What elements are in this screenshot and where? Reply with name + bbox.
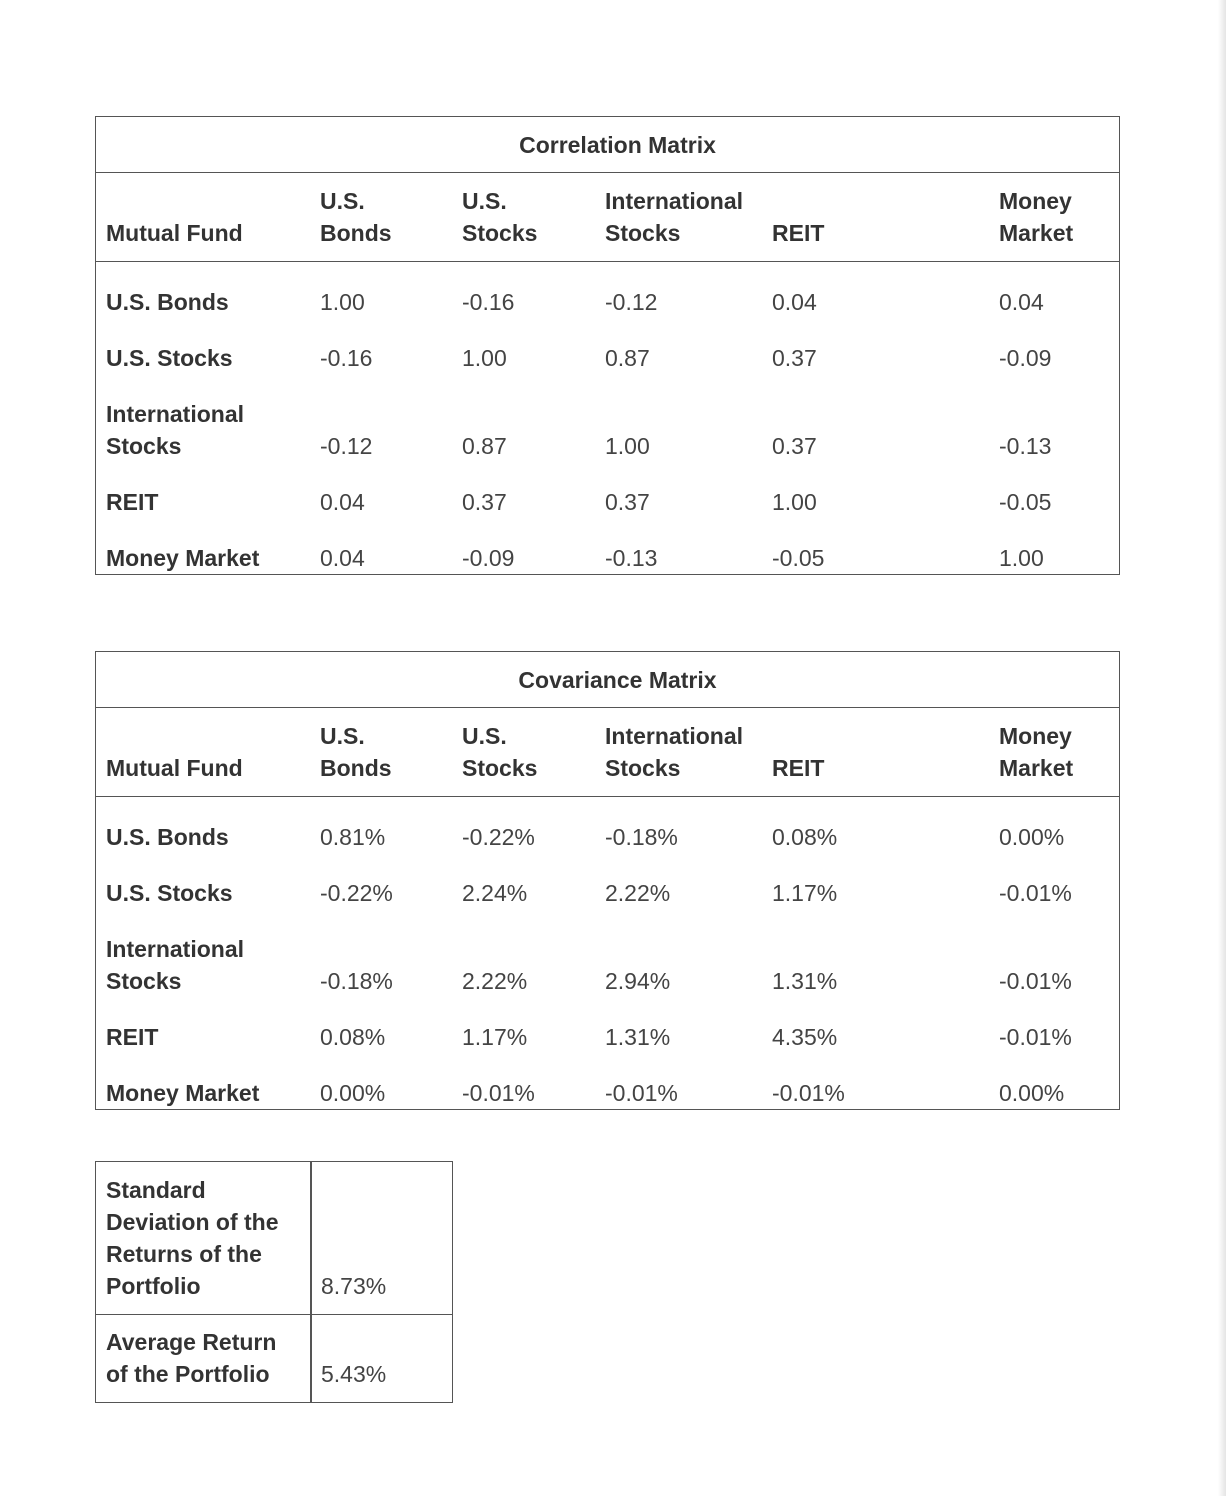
row-label-line: U.S. Bonds — [106, 289, 229, 315]
row-label — [106, 398, 244, 462]
table-cell: 0.00% — [999, 824, 1065, 850]
column-header-line: Mutual Fund — [106, 220, 243, 246]
column-header — [106, 752, 243, 784]
column-header-line: Stocks — [605, 220, 681, 246]
table-cell: 1.00 — [320, 289, 365, 315]
column-header — [320, 185, 392, 249]
table-cell: 2.24% — [462, 880, 528, 906]
correlation-matrix-table — [95, 116, 1120, 575]
table-cell: 2.94% — [605, 968, 671, 994]
row-label-line: REIT — [106, 489, 159, 515]
column-header-line: Market — [999, 220, 1074, 246]
table-cell: 0.37 — [605, 489, 650, 515]
table-row — [96, 797, 1119, 853]
row-label-line: U.S. Stocks — [106, 880, 233, 906]
table-cell: 0.37 — [772, 345, 817, 371]
table-cell: -0.16 — [462, 289, 515, 315]
table-cell: -0.01% — [999, 968, 1072, 994]
average-return-row — [96, 1315, 452, 1402]
table-cell: 0.81% — [320, 824, 386, 850]
column-header-line: REIT — [772, 755, 825, 781]
avg-label-line: of the Portfolio — [106, 1361, 270, 1387]
header-row — [96, 708, 1119, 797]
table-cell: 0.04 — [320, 545, 365, 571]
table-row — [96, 1053, 1119, 1109]
column-header-line: REIT — [772, 220, 825, 246]
column-header-line: Market — [999, 755, 1074, 781]
table-row — [96, 262, 1119, 318]
row-label-line: REIT — [106, 1024, 159, 1050]
table-cell: 2.22% — [462, 968, 528, 994]
row-label-line: U.S. Bonds — [106, 824, 229, 850]
table-row — [96, 462, 1119, 518]
column-header-line: Money — [999, 188, 1072, 214]
row-label-line: Money Market — [106, 545, 260, 571]
column-header — [320, 720, 392, 784]
average-return-value: 5.43% — [321, 1361, 387, 1387]
table-cell: 1.00 — [462, 345, 507, 371]
table-cell: 2.22% — [605, 880, 671, 906]
table-cell: 1.00 — [605, 433, 650, 459]
table-cell: -0.01% — [605, 1080, 678, 1106]
table-cell: 0.04 — [999, 289, 1044, 315]
row-label — [106, 286, 229, 318]
table-row — [96, 853, 1119, 909]
column-header-line: Bonds — [320, 755, 392, 781]
column-header-line: International — [605, 188, 744, 214]
table-cell: 1.31% — [605, 1024, 671, 1050]
column-header-line: Stocks — [462, 220, 538, 246]
table-cell: 0.04 — [772, 289, 817, 315]
table-cell: -0.22% — [462, 824, 535, 850]
column-header-line: Stocks — [462, 755, 538, 781]
table-cell: 1.31% — [772, 968, 838, 994]
covariance-matrix-title: Covariance Matrix — [96, 652, 1119, 708]
table-cell: 0.00% — [999, 1080, 1065, 1106]
table-cell: -0.01% — [999, 880, 1072, 906]
table-cell: -0.12 — [605, 289, 658, 315]
table-row — [96, 374, 1119, 462]
row-label-line: U.S. Stocks — [106, 345, 233, 371]
row-label — [106, 1021, 158, 1053]
table-cell: 0.87 — [462, 433, 507, 459]
table-cell: -0.05 — [772, 545, 825, 571]
table-cell: -0.18% — [320, 968, 393, 994]
column-header-line: Mutual Fund — [106, 755, 243, 781]
table-cell: -0.01% — [462, 1080, 535, 1106]
column-header — [106, 217, 243, 249]
row-label — [106, 877, 233, 909]
column-header — [462, 185, 537, 249]
table-cell: -0.13 — [605, 545, 658, 571]
column-header-line: U.S. — [462, 188, 507, 214]
column-header — [605, 720, 743, 784]
table-cell: -0.12 — [320, 433, 373, 459]
row-label — [106, 542, 259, 574]
column-header-line: U.S. — [462, 723, 507, 749]
column-header-line: Bonds — [320, 220, 392, 246]
column-header-line: Money — [999, 723, 1072, 749]
row-label-line: Stocks — [106, 968, 182, 994]
table-cell: -0.09 — [462, 545, 515, 571]
row-label-line: International — [106, 936, 245, 962]
table-cell: 0.08% — [772, 824, 838, 850]
column-header — [605, 185, 743, 249]
table-cell: 0.37 — [772, 433, 817, 459]
column-header — [772, 752, 824, 784]
column-header — [462, 720, 537, 784]
std-label-line: Returns of the — [106, 1241, 262, 1267]
table-cell: -0.16 — [320, 345, 373, 371]
row-label-line: International — [106, 401, 245, 427]
row-label — [106, 342, 233, 374]
table-cell: 0.87 — [605, 345, 650, 371]
table-cell: -0.18% — [605, 824, 678, 850]
table-row — [96, 318, 1119, 374]
table-cell: 4.35% — [772, 1024, 838, 1050]
table-cell: 1.17% — [772, 880, 838, 906]
avg-label-line: Average Return — [106, 1329, 277, 1355]
std-label-line: Deviation of the — [106, 1209, 279, 1235]
row-label — [106, 933, 244, 997]
average-return-label — [106, 1326, 301, 1390]
table-cell: -0.13 — [999, 433, 1052, 459]
table-row — [96, 997, 1119, 1053]
std-deviation-value: 8.73% — [321, 1273, 387, 1299]
table-cell: 1.00 — [999, 545, 1044, 571]
table-cell: -0.09 — [999, 345, 1052, 371]
table-cell: -0.22% — [320, 880, 393, 906]
row-label — [106, 1077, 259, 1109]
column-header-line: Stocks — [605, 755, 681, 781]
table-row — [96, 518, 1119, 574]
std-deviation-label — [106, 1174, 301, 1302]
table-row — [96, 909, 1119, 997]
row-label — [106, 821, 229, 853]
column-header-line: U.S. — [320, 188, 365, 214]
table-cell: 0.08% — [320, 1024, 386, 1050]
table-cell: 0.00% — [320, 1080, 386, 1106]
row-label — [106, 486, 158, 518]
correlation-matrix-title: Correlation Matrix — [96, 117, 1119, 173]
column-header-line: U.S. — [320, 723, 365, 749]
page-edge-shade — [1218, 0, 1226, 1496]
table-cell: 0.37 — [462, 489, 507, 515]
covariance-matrix-table — [95, 651, 1120, 1110]
table-cell: -0.01% — [999, 1024, 1072, 1050]
column-header — [999, 720, 1073, 784]
column-header — [772, 217, 824, 249]
header-row — [96, 173, 1119, 262]
column-divider — [310, 1315, 312, 1402]
std-label-line: Standard — [106, 1177, 206, 1203]
std-label-line: Portfolio — [106, 1273, 201, 1299]
column-header-line: International — [605, 723, 744, 749]
table-cell: -0.01% — [772, 1080, 845, 1106]
std-deviation-row — [96, 1162, 452, 1315]
column-divider — [310, 1162, 312, 1314]
row-label-line: Stocks — [106, 433, 182, 459]
row-label-line: Money Market — [106, 1080, 260, 1106]
table-cell: -0.05 — [999, 489, 1052, 515]
column-header — [999, 185, 1073, 249]
table-cell: 1.17% — [462, 1024, 528, 1050]
table-cell: 1.00 — [772, 489, 817, 515]
table-cell: 0.04 — [320, 489, 365, 515]
portfolio-summary-table — [95, 1161, 453, 1403]
